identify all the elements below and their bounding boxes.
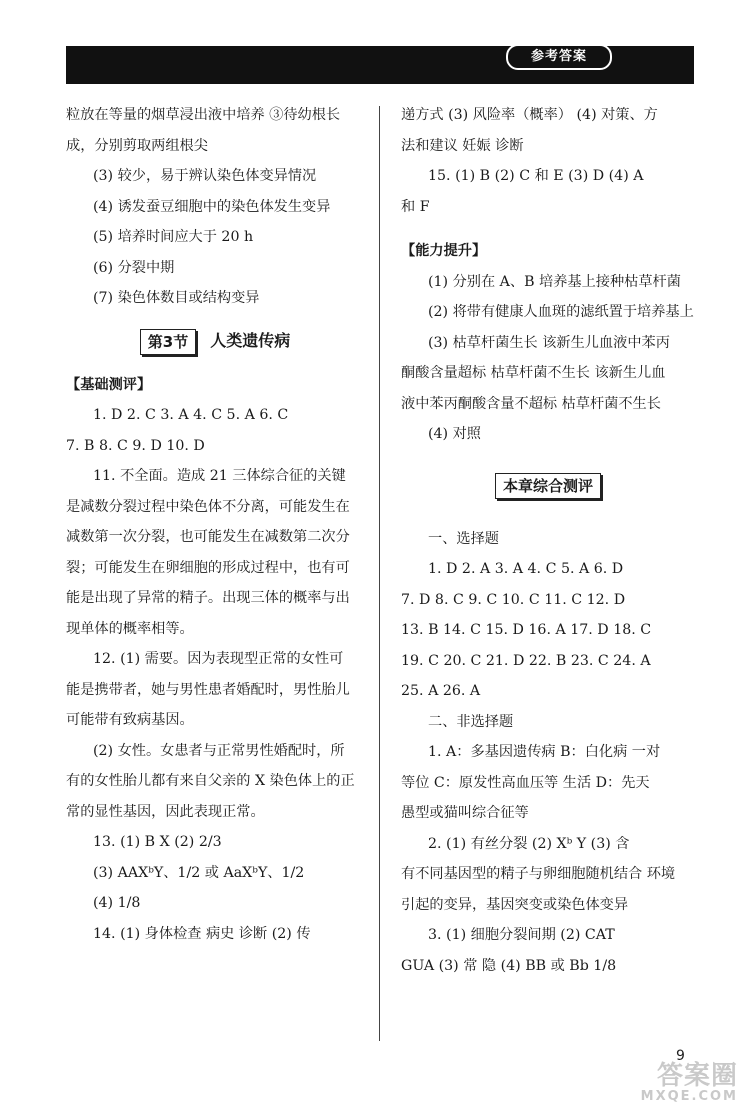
text-line: (2) 将带有健康人血斑的滤纸置于培养基上 xyxy=(428,304,694,320)
text-line: 裂；可能发生在卵细胞的形成过程中，也有可 xyxy=(66,559,350,576)
left-column xyxy=(66,100,364,949)
section-name: 人类遗传病 xyxy=(210,331,291,351)
text-line: (5) 培养时间应大于 20 h xyxy=(93,229,254,245)
text-line: (6) 分裂中期 xyxy=(93,259,175,276)
text-line: 能是携带者，她与男性患者婚配时，男性胎儿 xyxy=(66,681,350,698)
text-line: 7. D 8. C 9. C 10. C 11. C 12. D xyxy=(401,591,626,608)
text-line: 递方式 (3) 风险率（概率） (4) 对策、方 xyxy=(401,107,658,123)
text-line: 11. 不全面。造成 21 三体综合征的关键 xyxy=(93,468,346,484)
text-line: 3. (1) 细胞分裂间期 (2) CAT xyxy=(428,927,615,943)
watermark-logo xyxy=(606,1062,738,1106)
text-line: 13. (1) B X (2) 2/3 xyxy=(93,834,222,850)
text-line: 粒放在等量的烟草浸出液中培养 ③待幼根长 xyxy=(66,107,341,123)
column-divider xyxy=(379,106,380,1041)
text-line: 等位 C：原发性高血压等 生活 D：先天 xyxy=(401,774,650,791)
text-line: 成，分别剪取两组根尖 xyxy=(66,137,208,154)
text-line: 有不同基因型的精子与卵细胞随机结合 环境 xyxy=(401,866,676,882)
text-line: 13. B 14. C 15. D 16. A 17. D 18. C xyxy=(401,622,652,638)
right-lines-mid xyxy=(401,267,695,450)
right-lines-top xyxy=(401,100,695,222)
left-lines-top xyxy=(66,100,364,314)
text-line: 一、选择题 xyxy=(428,530,499,547)
watermark-main: 答案圈 xyxy=(656,1061,738,1091)
text-line: (3) 枯草杆菌生长 该新生儿血液中苯丙 xyxy=(428,334,670,351)
text-line: 14. (1) 身体检查 病史 诊断 (2) 传 xyxy=(93,925,311,942)
text-line: 有的女性胎儿都有来自父亲的 X 染色体上的正 xyxy=(66,773,355,789)
right-column xyxy=(401,100,695,981)
text-line: 常的显性基因，因此表现正常。 xyxy=(66,803,265,820)
left-lines-bottom xyxy=(66,400,364,949)
text-line: GUA (3) 常 隐 (4) BB 或 Bb 1/8 xyxy=(401,957,617,974)
text-line: 能是出现了异常的精子。出现三体的概率与出 xyxy=(66,590,350,606)
text-line: 引起的变异，基因突变或染色体变异 xyxy=(401,896,629,913)
text-line: 1. A：多基因遗传病 B：白化病 一对 xyxy=(428,744,661,760)
text-line: 液中苯丙酮酸含量不超标 枯草杆菌不生长 xyxy=(401,395,661,412)
watermark-sub: MXQE.COM xyxy=(640,1089,738,1104)
text-line: (1) 分别在 A、B 培养基上接种枯草杆菌 xyxy=(428,273,681,290)
text-line: 二、非选择题 xyxy=(428,713,514,730)
text-line: (4) 诱发蚕豆细胞中的染色体发生变异 xyxy=(93,198,331,215)
header-tab: 参考答案 xyxy=(506,44,612,70)
text-line: 25. A 26. A xyxy=(401,683,481,699)
page-number: 9 xyxy=(676,1048,685,1064)
text-line: 12. (1) 需要。因为表现型正常的女性可 xyxy=(93,651,344,667)
section-number: 第3节 xyxy=(140,329,196,355)
text-line: 15. (1) B (2) C 和 E (3) D (4) A xyxy=(428,168,644,184)
chapter-test-box: 本章综合测评 xyxy=(495,473,601,499)
text-line: 法和建议 妊娠 诊断 xyxy=(401,137,524,154)
text-line: 减数第一次分裂，也可能发生在减数第二次分 xyxy=(66,529,350,545)
text-line: (4) 对照 xyxy=(428,426,481,442)
text-line: 是减数分裂过程中染色体不分离，可能发生在 xyxy=(66,498,350,515)
text-line: (7) 染色体数目或结构变异 xyxy=(93,290,260,306)
text-line: 现单体的概率相等。 xyxy=(66,620,194,637)
text-line: 7. B 8. C 9. D 10. D xyxy=(66,437,205,454)
text-line: 1. D 2. A 3. A 4. C 5. A 6. D xyxy=(428,561,624,577)
text-line: (4) 1/8 xyxy=(93,895,141,911)
text-line: 2. (1) 有丝分裂 (2) Xᵇ Y (3) 含 xyxy=(428,835,630,852)
text-line: 酮酸含量超标 枯草杆菌不生长 该新生儿血 xyxy=(401,365,666,381)
text-line: 19. C 20. C 21. D 22. B 23. C 24. A xyxy=(401,652,651,669)
text-line: 愚型或猫叫综合征等 xyxy=(401,805,529,821)
text-line: 1. D 2. C 3. A 4. C 5. A 6. C xyxy=(93,407,289,423)
text-line: (3) 较少，易于辨认染色体变异情况 xyxy=(93,168,317,184)
text-line: (2) 女性。女患者与正常男性婚配时，所 xyxy=(93,742,345,759)
ability-heading: 【能力提升】 xyxy=(401,243,487,259)
section-title xyxy=(66,320,364,364)
text-line: (3) AAXᵇY、1/2 或 AaXᵇY、1/2 xyxy=(93,864,305,881)
basic-test-heading: 【基础测评】 xyxy=(66,376,152,393)
text-line: 可能带有致病基因。 xyxy=(66,712,194,728)
right-lines-bottom xyxy=(401,524,695,982)
text-line: 和 F xyxy=(401,198,430,215)
chapter-test-title xyxy=(401,464,695,508)
